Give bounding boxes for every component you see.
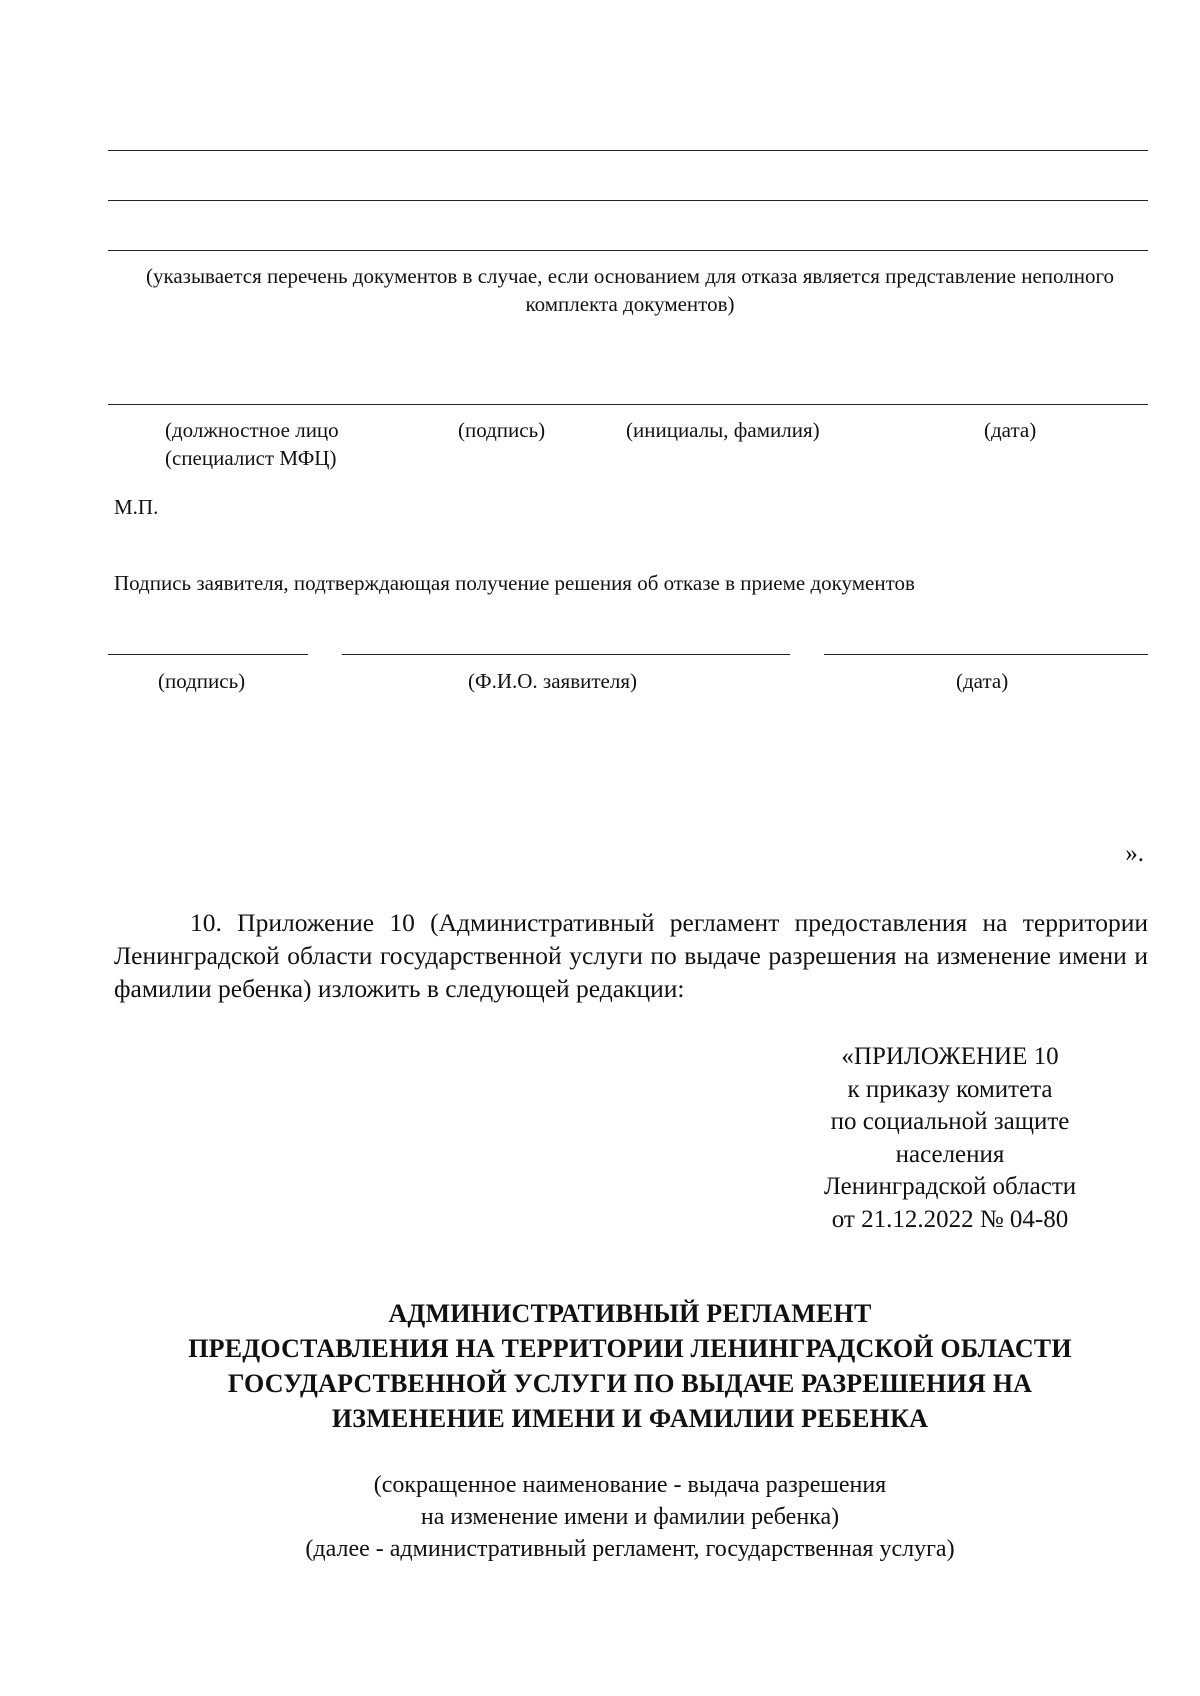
seal-mark: М.П. xyxy=(114,495,159,519)
official-initials-label: (инициалы, фамилия) xyxy=(626,418,820,442)
appendix-line-5: Ленинградской области xyxy=(823,1173,1077,1200)
appendix-line-4: населения xyxy=(895,1140,1005,1168)
applicant-signature-line xyxy=(108,654,308,655)
appendix-line-1: «ПРИЛОЖЕНИЕ 10 xyxy=(841,1043,1059,1070)
paragraph-10: 10. Приложение 10 (Административный регламент предоставления на территории Ленинградской области государственной услуги по выдаче разрешения на изменение имени и фамилии ребенка) изложить в следующей редакции: xyxy=(114,908,1148,1003)
appendix-line-3: по социальной защите xyxy=(830,1108,1070,1135)
appendix-line-2: к приказу комитета xyxy=(847,1075,1053,1103)
fill-line-1 xyxy=(108,150,1148,151)
official-label: (должностное лицо (специалист МФЦ) xyxy=(165,418,339,470)
closing-mark: ». xyxy=(1125,840,1144,867)
title-line-1: АДМИНИСТРАТИВНЫЙ РЕГЛАМЕНТ xyxy=(388,1299,872,1328)
official-signature-line xyxy=(108,404,1148,405)
short-name-block xyxy=(100,1469,1160,1565)
official-date-label: (дата) xyxy=(984,418,1037,442)
title-line-3: ГОСУДАРСТВЕННОЙ УСЛУГИ ПО ВЫДАЧЕ РАЗРЕШЕНИЯ НА xyxy=(227,1369,1033,1398)
document-title xyxy=(100,1296,1160,1436)
applicant-date-label: (дата) xyxy=(956,669,1009,693)
applicant-confirmation: Подпись заявителя, подтверждающая получение решения об отказе в приеме документов xyxy=(114,571,915,595)
applicant-signature-label: (подпись) xyxy=(158,669,246,693)
applicant-date-line xyxy=(824,654,1148,655)
appendix-header xyxy=(780,1041,1120,1236)
applicant-name-line xyxy=(342,654,790,655)
doc-list-note: (указывается перечень документов в случае, если основанием для отказа является представление неполного комплекта документов) xyxy=(145,264,1115,316)
fill-line-3 xyxy=(108,250,1148,251)
title-line-2: ПРЕДОСТАВЛЕНИЯ НА ТЕРРИТОРИИ ЛЕНИНГРАДСКОЙ ОБЛАСТИ xyxy=(188,1334,1072,1363)
applicant-name-label: (Ф.И.О. заявителя) xyxy=(468,669,637,693)
appendix-line-6: от 21.12.2022 № 04-80 xyxy=(831,1205,1069,1233)
fill-line-2 xyxy=(108,200,1148,201)
short-name-line-1: (сокращенное наименование - выдача разрешения xyxy=(373,1472,887,1498)
short-name-line-3: (далее - административный регламент, государственная услуга) xyxy=(305,1536,955,1562)
short-name-line-2: на изменение имени и фамилии ребенка) xyxy=(420,1504,840,1530)
official-signature-label: (подпись) xyxy=(458,418,546,442)
title-line-4: ИЗМЕНЕНИЕ ИМЕНИ И ФАМИЛИИ РЕБЕНКА xyxy=(331,1404,929,1433)
